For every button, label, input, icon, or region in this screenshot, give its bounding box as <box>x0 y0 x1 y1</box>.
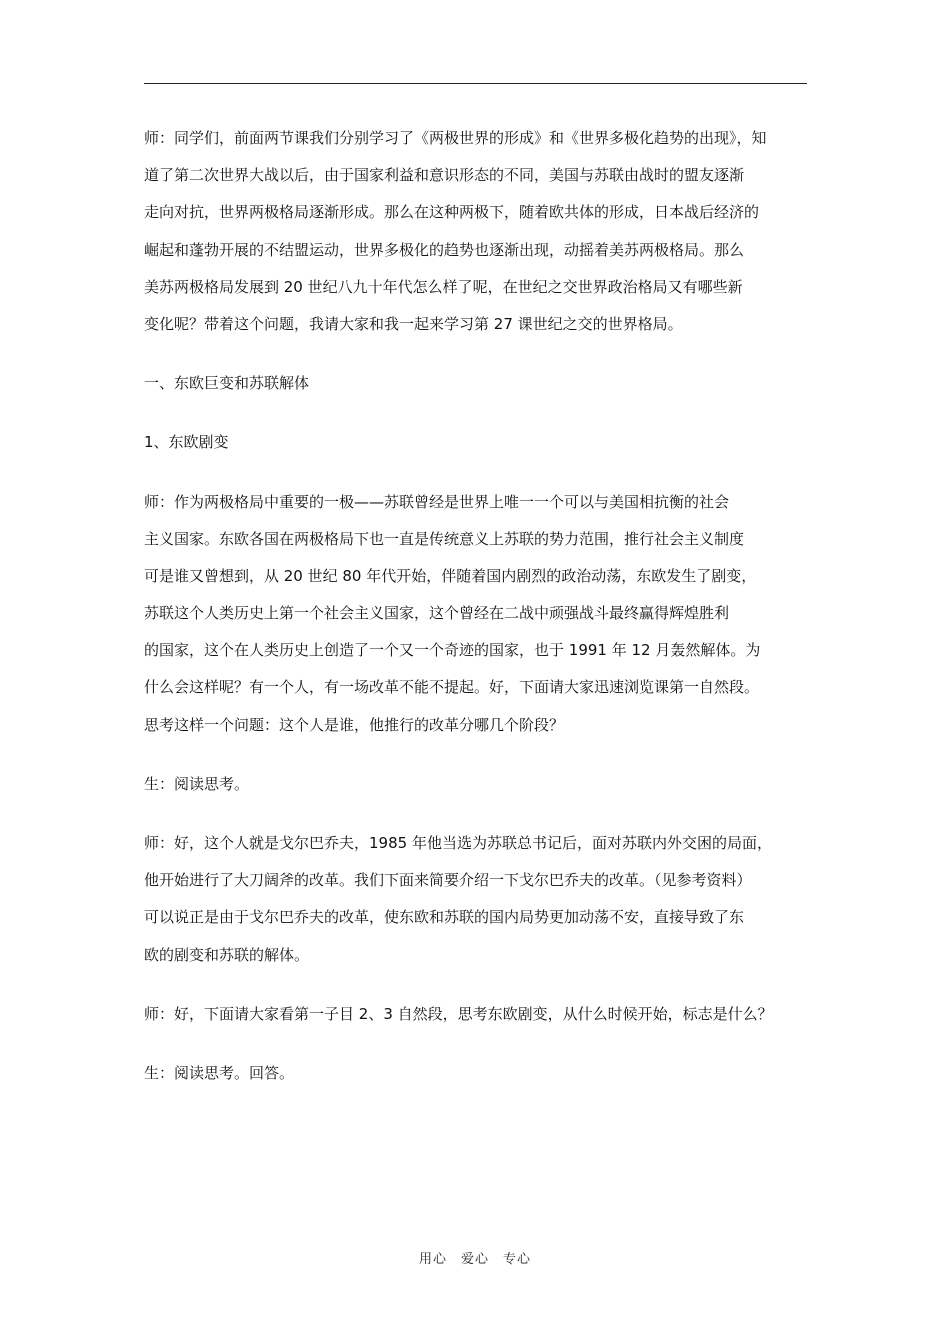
header-rule <box>144 83 807 84</box>
document-body <box>144 120 809 1114</box>
text-line: 他开始进行了大刀阔斧的改革。我们下面来简要介绍一下戈尔巴乔夫的改革。（见参考资料） <box>144 871 752 890</box>
text-line: 道了第二次世界大战以后，由于国家利益和意识形态的不同，美国与苏联由战时的盟友逐渐 <box>144 166 745 185</box>
student-paragraph <box>144 766 809 803</box>
text-line: 可是谁又曾想到，从 20 世纪 80 年代开始，伴随着国内剧烈的政治动荡，东欧发生了剧变， <box>144 566 757 585</box>
text-line: 什么会这样呢？有一个人，有一场改革不能不提起。好，下面请大家迅速浏览课第一自然段。 <box>144 678 760 697</box>
student-paragraph <box>144 1055 809 1092</box>
text-line: 美苏两极格局发展到 20 世纪八九十年代怎么样了呢，在世纪之交世界政治格局又有哪些新 <box>144 277 743 296</box>
text-line: 欧的剧变和苏联的解体。 <box>144 945 310 964</box>
subsection-heading <box>144 424 809 461</box>
text-line: 师：同学们，前面两节课我们分别学习了《两极世界的形成》和《世界多极化趋势的出现》，知 <box>144 129 767 147</box>
subsection-heading-text: 1、东欧剧变 <box>144 433 229 452</box>
teacher-paragraph <box>144 996 809 1033</box>
text-line: 的国家，这个在人类历史上创造了一个又一个奇迹的国家，也于 1991 年 12 月轰然解体。为 <box>144 641 761 660</box>
section-heading-text: 一、东欧巨变和苏联解体 <box>144 374 310 393</box>
text-line: 崛起和蓬勃开展的不结盟运动，世界多极化的趋势也逐渐出现，动摇着美苏两极格局。那么 <box>144 240 745 259</box>
text-line: 生：阅读思考。回答。 <box>144 1063 295 1082</box>
text-line: 苏联这个人类历史上第一个社会主义国家，这个曾经在二战中顽强战斗最终赢得辉煌胜利 <box>144 604 730 623</box>
teacher-paragraph <box>144 825 809 974</box>
page-footer: 用心 爱心 专心 <box>418 1252 531 1267</box>
text-line: 思考这样一个问题：这个人是谁，他推行的改革分哪几个阶段？ <box>144 715 565 734</box>
text-line: 变化呢？带着这个问题，我请大家和我一起来学习第 27 课世纪之交的世界格局。 <box>144 314 683 333</box>
text-line: 师：好，下面请大家看第一子目 2、3 自然段，思考东欧剧变，从什么时候开始，标志是什么？ <box>144 1004 773 1023</box>
text-line: 走向对抗，世界两极格局逐渐形成。那么在这种两极下，随着欧共体的形成，日本战后经济的 <box>144 203 760 222</box>
text-line: 主义国家。东欧各国在两极格局下也一直是传统意义上苏联的势力范围，推行社会主义制度 <box>144 529 745 548</box>
text-line: 可以说正是由于戈尔巴乔夫的改革，使东欧和苏联的国内局势更加动荡不安，直接导致了东 <box>144 908 745 927</box>
section-heading <box>144 365 809 402</box>
teacher-paragraph <box>144 484 809 744</box>
text-line: 师：作为两极格局中重要的一极——苏联曾经是世界上唯一一个可以与美国相抗衡的社会 <box>144 492 730 511</box>
text-line: 师：好，这个人就是戈尔巴乔夫，1985 年他当选为苏联总书记后，面对苏联内外交困的局面， <box>144 834 772 853</box>
intro-paragraph <box>144 120 809 343</box>
text-line: 生：阅读思考。 <box>144 774 250 793</box>
